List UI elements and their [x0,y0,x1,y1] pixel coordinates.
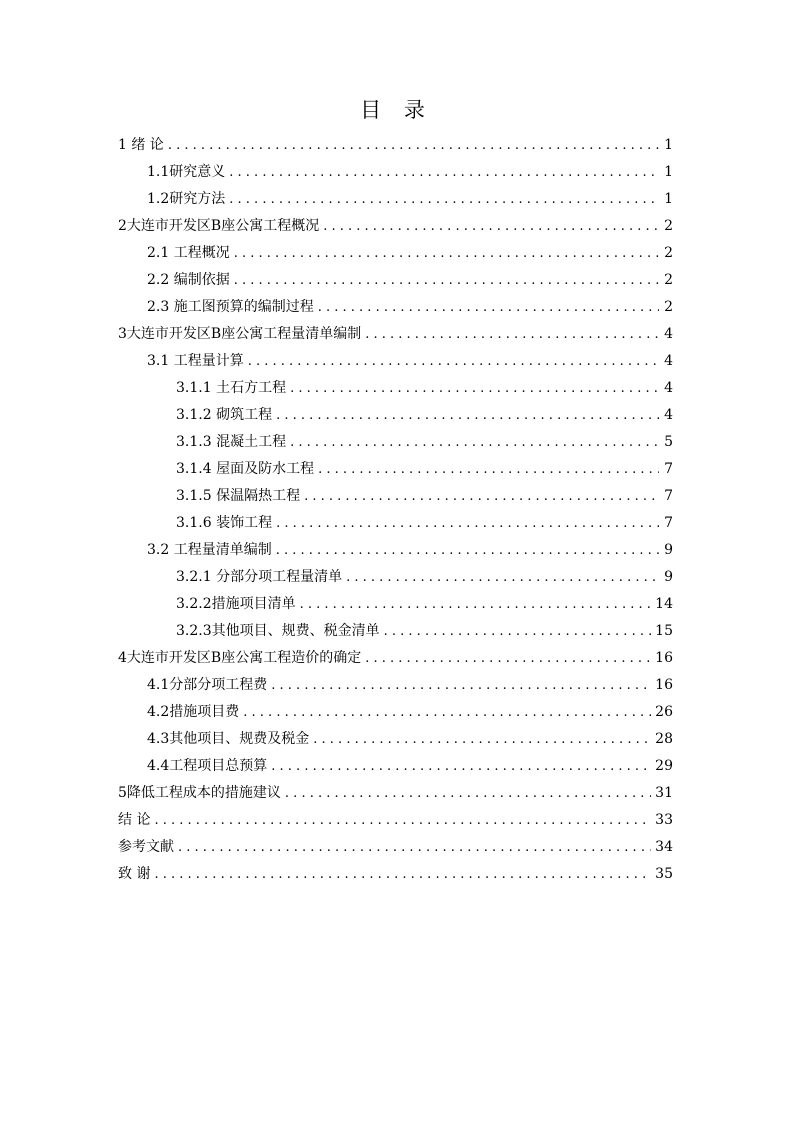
dot-leader [318,456,659,483]
toc-entry-page: 5 [664,434,673,450]
toc-entry-4-4[interactable] [147,753,673,780]
toc-entry-page: 28 [655,731,673,747]
toc-entry-page: 2 [664,272,673,288]
toc-entry-4-2[interactable] [147,699,673,726]
toc-entry-label: 4.1分部分项工程费 [147,677,268,693]
toc-entry-label: 参考文献 [118,839,174,855]
toc-entry-2-3[interactable] [147,294,673,321]
toc-entry-label: 4.4工程项目总预算 [147,758,268,774]
toc-entry-page: 16 [655,650,673,666]
toc-entry-4-1[interactable] [147,672,673,699]
toc-entry-3-1-5[interactable] [176,483,673,510]
dot-leader [300,591,652,618]
toc-entry-label: 3.1.4 屋面及防水工程 [176,461,315,477]
toc-entry-page: 14 [655,596,673,612]
toc-entry-page: 35 [655,866,673,882]
toc-entry-page: 9 [664,542,673,558]
toc-entry-page: 9 [664,569,673,585]
toc-entry-page: 2 [664,218,673,234]
dot-leader [313,726,651,753]
toc-entry-label: 3大连市开发区B座公寓工程量清单编制 [118,326,362,342]
toc-entry-page: 7 [664,461,673,477]
toc-entry-label: 2.3 施工图预算的编制过程 [147,299,314,315]
toc-entry-1-1[interactable] [147,159,673,186]
dot-leader [276,402,659,429]
toc-entry-page: 2 [664,245,673,261]
dot-leader [234,240,659,267]
dot-leader [154,861,651,888]
dot-leader [285,780,651,807]
toc-entry-acknowledgements[interactable] [118,861,673,888]
toc-entry-label: 4.3其他项目、规费及税金 [147,731,310,747]
dot-leader [271,672,651,699]
toc-entry-3-1-1[interactable] [176,375,673,402]
toc-entry-label: 3.1.2 砌筑工程 [176,407,273,423]
dot-leader [248,348,659,375]
toc-entry-label: 结 论 [118,812,151,828]
dot-leader [290,375,659,402]
toc-entry-page: 15 [655,623,673,639]
dot-leader [365,321,659,348]
toc-entry-page: 7 [664,488,673,504]
toc-entry-2-1[interactable] [147,240,673,267]
toc-entry-page: 4 [664,380,673,396]
toc-entry-page: 2 [664,299,673,315]
toc-entry-label: 5降低工程成本的措施建议 [118,785,281,801]
toc-entry-label: 致 谢 [118,866,151,882]
toc-entry-page: 29 [655,758,673,774]
dot-leader [323,213,659,240]
dot-leader [318,294,659,321]
toc-entry-label: 3.2.3其他项目、规费、税金清单 [176,623,380,639]
toc-entry-label: 3.2.2措施项目清单 [176,596,296,612]
dot-leader [365,645,651,672]
toc-entry-1[interactable] [118,132,673,159]
toc-entry-page: 4 [664,353,673,369]
toc-entry-label: 3.1.5 保温隔热工程 [176,488,301,504]
toc-entry-3[interactable] [118,321,673,348]
toc-entry-page: 1 [664,191,673,207]
toc-entry-label: 3.1.6 装饰工程 [176,515,273,531]
dot-leader [346,564,659,591]
toc-entry-page: 1 [664,164,673,180]
toc-entry-label: 3.1 工程量计算 [147,353,244,369]
toc-entry-3-1-2[interactable] [176,402,673,429]
dot-leader [229,159,659,186]
toc-entry-5[interactable] [118,780,673,807]
toc-entry-page: 16 [655,677,673,693]
toc-entry-label: 3.2 工程量清单编制 [147,542,272,558]
toc-entry-3-2-3[interactable] [176,618,673,645]
toc-entry-3-2-2[interactable] [176,591,673,618]
toc-entry-label: 2大连市开发区B座公寓工程概况 [118,218,320,234]
dot-leader [276,510,659,537]
dot-leader [154,807,651,834]
toc-entry-references[interactable] [118,834,673,861]
toc-entry-page: 34 [655,839,673,855]
toc-entry-4[interactable] [118,645,673,672]
toc-entry-page: 4 [664,407,673,423]
toc-entry-label: 3.1.1 土石方工程 [176,380,287,396]
dot-leader [168,132,659,159]
dot-leader [234,267,659,294]
toc-entry-conclusion[interactable] [118,807,673,834]
dot-leader [178,834,651,861]
toc-entry-page: 26 [655,704,673,720]
toc-entry-label: 2.2 编制依据 [147,272,230,288]
toc-entry-page: 31 [655,785,673,801]
toc-entry-label: 4大连市开发区B座公寓工程造价的确定 [118,650,362,666]
dot-leader [290,429,659,456]
toc-entry-1-2[interactable] [147,186,673,213]
toc-entry-label: 1 绪 论 [118,137,164,153]
toc-entry-label: 4.2措施项目费 [147,704,240,720]
toc-entry-label: 1.2研究方法 [147,191,226,207]
dot-leader [271,753,651,780]
toc-entry-label: 1.1研究意义 [147,164,226,180]
toc-entry-3-1-3[interactable] [176,429,673,456]
toc-entry-4-3[interactable] [147,726,673,753]
dot-leader [304,483,659,510]
toc-entry-3-1-6[interactable] [176,510,673,537]
toc-entry-2-2[interactable] [147,267,673,294]
dot-leader [229,186,659,213]
toc-entry-page: 4 [664,326,673,342]
toc-entry-3-2[interactable] [147,537,673,564]
dot-leader [276,537,659,564]
toc-entry-page: 1 [664,137,673,153]
toc-entry-label: 2.1 工程概况 [147,245,230,261]
dot-leader [243,699,651,726]
toc-entry-3-2-1[interactable] [176,564,673,591]
toc-entry-label: 3.1.3 混凝土工程 [176,434,287,450]
toc-entry-3-1[interactable] [147,348,673,375]
toc-entry-page: 7 [664,515,673,531]
toc-entry-2[interactable] [118,213,673,240]
toc-entry-label: 3.2.1 分部分项工程量清单 [176,569,343,585]
page-title: 目 录 [360,98,433,122]
toc-entry-3-1-4[interactable] [176,456,673,483]
dot-leader [384,618,652,645]
toc-entry-page: 33 [655,812,673,828]
